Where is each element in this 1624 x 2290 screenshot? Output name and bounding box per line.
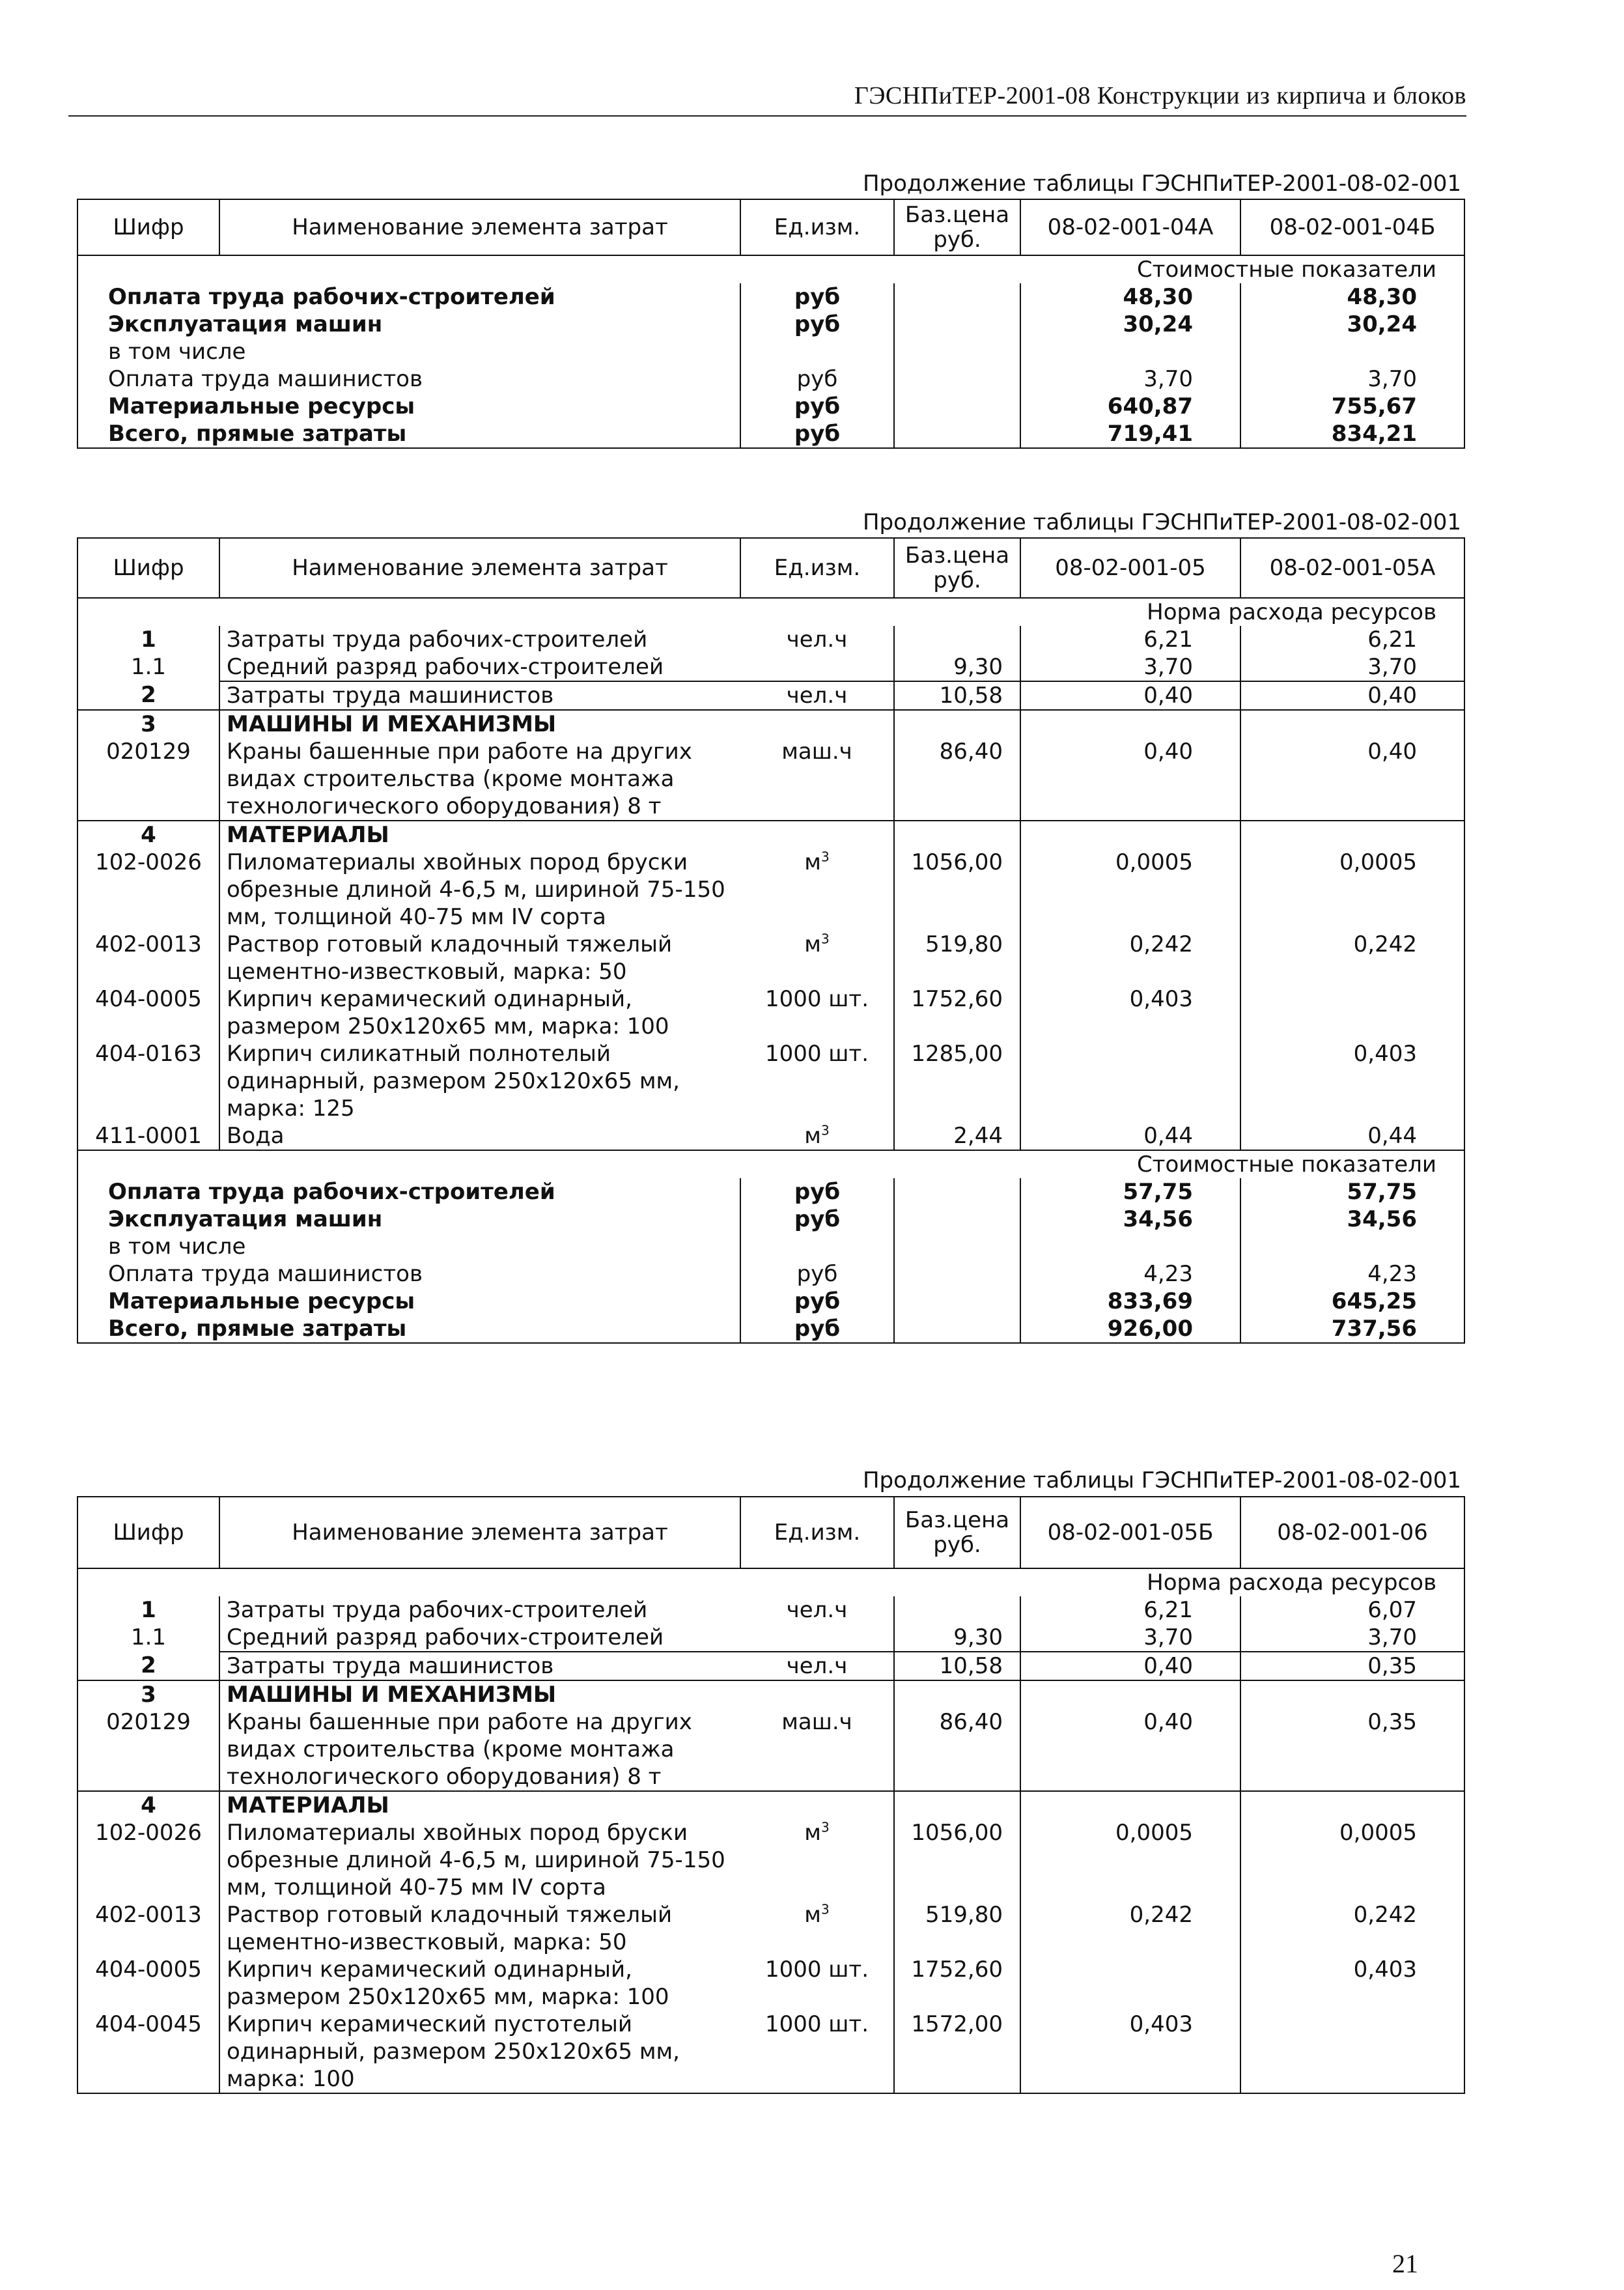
resource-name-cell: Затраты труда машинистов xyxy=(219,681,740,710)
resource-value-a-cell: 0,40 xyxy=(1020,1652,1240,1680)
resource-unit-cell xyxy=(740,1791,894,1819)
resource-value-b-cell: 0,403 xyxy=(1240,1956,1464,2011)
resource-row xyxy=(77,849,1464,931)
cost-unit-cell: руб xyxy=(740,1288,894,1315)
resource-value-a-cell xyxy=(1020,1956,1240,2011)
resource-price-cell: 519,80 xyxy=(894,1901,1020,1956)
resource-value-b-cell: 0,0005 xyxy=(1240,849,1464,931)
cost-row xyxy=(77,338,1464,365)
page-header-title: ГЭСНПиТЕР-2001-08 Конструкции из кирпича и блоков xyxy=(854,82,1466,109)
cost-row xyxy=(77,1206,1464,1233)
resource-value-a-cell: 3,70 xyxy=(1020,1624,1240,1652)
cost-price-cell xyxy=(894,311,1020,338)
resource-value-a-cell: 0,403 xyxy=(1020,985,1240,1040)
table1 xyxy=(77,199,1465,449)
section-row xyxy=(77,1568,1464,1596)
cost-value-b-cell: 4,23 xyxy=(1240,1260,1464,1288)
col-code-header: Шифр xyxy=(77,538,219,598)
resource-row xyxy=(77,2011,1464,2093)
resource-price-cell: 2,44 xyxy=(894,1122,1020,1150)
cost-unit-cell: руб xyxy=(740,365,894,393)
cost-value-a-cell xyxy=(1020,1233,1240,1260)
col-price-header: Баз.цена руб. xyxy=(894,1497,1020,1568)
resource-code-cell: 3 xyxy=(77,1680,219,1708)
resource-name-cell: Вода xyxy=(219,1122,740,1150)
cost-row xyxy=(77,1315,1464,1343)
resource-price-cell: 1056,00 xyxy=(894,1819,1020,1901)
resource-price-cell: 10,58 xyxy=(894,1652,1020,1680)
resource-name-cell: Затраты труда рабочих-строителей xyxy=(219,1596,740,1624)
cost-name-cell: Оплата труда машинистов xyxy=(77,365,740,393)
resource-row xyxy=(77,1680,1464,1708)
resource-row xyxy=(77,738,1464,821)
section-row xyxy=(77,255,1464,283)
section-label: Стоимостные показатели xyxy=(77,1150,1464,1178)
cost-value-a-cell xyxy=(1020,338,1240,365)
cost-unit-cell: руб xyxy=(740,1260,894,1288)
cost-name-cell: Оплата труда рабочих-строителей xyxy=(77,1178,740,1206)
resource-price-cell: 9,30 xyxy=(894,1624,1020,1652)
resource-unit-cell xyxy=(740,931,894,985)
resource-name-cell: Кирпич керамический пустотелый одинарный, размером 250х120х65 мм, марка: 100 xyxy=(219,2011,740,2093)
resource-name-cell: Кирпич керамический одинарный, размером 250х120х65 мм, марка: 100 xyxy=(219,985,740,1040)
col-unit-header: Ед.изм. xyxy=(740,199,894,255)
table1-body xyxy=(77,255,1464,448)
cost-name-cell: Оплата труда рабочих-строителей xyxy=(77,283,740,311)
unit-text: м xyxy=(804,931,821,957)
resource-code-cell: 1.1 xyxy=(77,653,219,681)
cost-value-a-cell: 57,75 xyxy=(1020,1178,1240,1206)
resource-code-cell: 1 xyxy=(77,626,219,653)
cost-value-b-cell: 737,56 xyxy=(1240,1315,1464,1343)
unit-text: м xyxy=(804,1123,821,1149)
resource-unit-cell xyxy=(740,849,894,931)
cubic-superscript: 3 xyxy=(820,931,830,947)
resource-value-b-cell xyxy=(1240,985,1464,1040)
resource-unit-cell: 1000 шт. xyxy=(764,1041,869,1067)
resource-price-cell xyxy=(894,710,1020,738)
resource-unit-cell: 1000 шт. xyxy=(764,986,869,1012)
col-b-header: 08-02-001-06 xyxy=(1240,1497,1464,1568)
resource-value-a-cell xyxy=(1020,1791,1240,1819)
col-name-header: Наименование элемента затрат xyxy=(219,1497,740,1568)
resource-price-cell xyxy=(894,1596,1020,1624)
resource-value-a-cell: 0,44 xyxy=(1020,1122,1240,1150)
cost-name-cell: Эксплуатация машин xyxy=(77,1206,740,1233)
resource-value-b-cell xyxy=(1240,710,1464,738)
resource-value-a-cell xyxy=(1020,710,1240,738)
resource-unit-cell: чел.ч xyxy=(740,1652,894,1680)
cubic-superscript: 3 xyxy=(820,1901,830,1917)
unit-text: м xyxy=(804,1820,821,1846)
resource-row xyxy=(77,1956,1464,2011)
resource-row xyxy=(77,1819,1464,1901)
resource-price-cell: 1056,00 xyxy=(894,849,1020,931)
resource-price-cell: 1752,60 xyxy=(894,1956,1020,2011)
cost-value-a-cell: 833,69 xyxy=(1020,1288,1240,1315)
resource-code-cell: 2 xyxy=(77,1652,219,1680)
page-header xyxy=(68,81,1466,117)
cost-value-b-cell xyxy=(1240,338,1464,365)
table2-header-row xyxy=(77,538,1464,598)
resource-code-cell: 2 xyxy=(77,681,219,710)
cost-name-cell: Всего, прямые затраты xyxy=(77,420,740,448)
cubic-superscript: 3 xyxy=(820,1122,830,1138)
col-a-header: 08-02-001-05Б xyxy=(1020,1497,1240,1568)
table2-caption: Продолжение таблицы ГЭСНПиТЕР-2001-08-02-001 xyxy=(862,509,1461,535)
col-code-header: Шифр xyxy=(77,1497,219,1568)
resource-value-b-cell: 0,403 xyxy=(1240,1040,1464,1122)
col-price-header: Баз.цена руб. xyxy=(894,538,1020,598)
resource-name-cell: Средний разряд рабочих-строителей xyxy=(219,1624,740,1652)
cost-value-b-cell: 34,56 xyxy=(1240,1206,1464,1233)
resource-price-cell xyxy=(894,1680,1020,1708)
resource-name-cell: Кирпич керамический одинарный, размером 250х120х65 мм, марка: 100 xyxy=(219,1956,740,2011)
resource-row xyxy=(77,653,1464,681)
cost-row xyxy=(77,420,1464,448)
col-code-header: Шифр xyxy=(77,199,219,255)
cost-row xyxy=(77,1178,1464,1206)
resource-value-b-cell: 3,70 xyxy=(1240,653,1464,681)
resource-value-a-cell: 0,40 xyxy=(1020,1708,1240,1791)
cost-price-cell xyxy=(894,1260,1020,1288)
resource-unit-cell: маш.ч xyxy=(781,1709,852,1735)
section-label: Стоимостные показатели xyxy=(77,255,1464,283)
cost-row xyxy=(77,1233,1464,1260)
resource-code-cell: 404-0163 xyxy=(77,1040,219,1122)
table2-body xyxy=(77,598,1464,1343)
resource-code-cell: 402-0013 xyxy=(77,1901,219,1956)
resource-name-cell: Раствор готовый кладочный тяжелый цементно-известковый, марка: 50 xyxy=(219,1901,740,1956)
resource-code-cell: 404-0005 xyxy=(77,1956,219,2011)
cost-value-b-cell: 645,25 xyxy=(1240,1288,1464,1315)
resource-value-a-cell: 0,242 xyxy=(1020,1901,1240,1956)
resource-unit-cell xyxy=(740,1624,894,1652)
table3-body xyxy=(77,1568,1464,2093)
resource-row xyxy=(77,1040,1464,1122)
resource-code-cell: 102-0026 xyxy=(77,849,219,931)
resource-row xyxy=(77,1708,1464,1791)
resource-code-cell: 404-0045 xyxy=(77,2011,219,2093)
resource-unit-cell xyxy=(740,653,894,681)
resource-row xyxy=(77,1791,1464,1819)
page-number: 21 xyxy=(1392,2249,1418,2278)
resource-row xyxy=(77,821,1464,849)
cubic-superscript: 3 xyxy=(820,1819,830,1835)
resource-row xyxy=(77,1901,1464,1956)
table1-caption: Продолжение таблицы ГЭСНПиТЕР-2001-08-02-001 xyxy=(862,171,1461,197)
cost-price-cell xyxy=(894,1206,1020,1233)
resource-price-cell: 1572,00 xyxy=(894,2011,1020,2093)
resource-row xyxy=(77,985,1464,1040)
resource-name-cell: Кирпич силикатный полнотелый одинарный, размером 250х120х65 мм, марка: 125 xyxy=(219,1040,740,1122)
resource-value-a-cell: 6,21 xyxy=(1020,1596,1240,1624)
resource-name-cell: Затраты труда рабочих-строителей xyxy=(219,626,740,653)
resource-price-cell xyxy=(894,626,1020,653)
table2 xyxy=(77,537,1465,1344)
resource-value-b-cell xyxy=(1240,2011,1464,2093)
cost-name-cell: Эксплуатация машин xyxy=(77,311,740,338)
cost-price-cell xyxy=(894,1315,1020,1343)
cost-name-cell: в том числе xyxy=(77,338,740,365)
cost-row xyxy=(77,365,1464,393)
resource-name-cell: Раствор готовый кладочный тяжелый цементно-известковый, марка: 50 xyxy=(219,931,740,985)
cost-value-b-cell: 834,21 xyxy=(1240,420,1464,448)
resource-value-a-cell: 3,70 xyxy=(1020,653,1240,681)
table3-header-row xyxy=(77,1497,1464,1568)
resource-code-cell: 020129 xyxy=(77,738,219,821)
table1-header-row xyxy=(77,199,1464,255)
resource-price-cell: 519,80 xyxy=(894,931,1020,985)
resource-code-cell: 411-0001 xyxy=(77,1122,219,1150)
resource-value-a-cell: 0,403 xyxy=(1020,2011,1240,2093)
table3 xyxy=(77,1496,1465,2094)
resource-code-cell: 4 xyxy=(77,1791,219,1819)
section-label: Норма расхода ресурсов xyxy=(77,598,1464,626)
resource-value-b-cell xyxy=(1240,1680,1464,1708)
cost-value-b-cell: 57,75 xyxy=(1240,1178,1464,1206)
cost-unit-cell xyxy=(740,1233,894,1260)
resource-value-b-cell: 3,70 xyxy=(1240,1624,1464,1652)
resource-name-cell: Пиломатериалы хвойных пород бруски обрезные длиной 4-6,5 м, шириной 75-150 мм, толщиной 40-75 мм IV сорта xyxy=(219,1819,740,1901)
resource-value-a-cell xyxy=(1020,821,1240,849)
resource-code-cell: 404-0005 xyxy=(77,985,219,1040)
resource-value-b-cell xyxy=(1240,1791,1464,1819)
resource-unit-cell xyxy=(740,1901,894,1956)
resource-value-a-cell: 0,40 xyxy=(1020,738,1240,821)
resource-value-a-cell: 0,0005 xyxy=(1020,1819,1240,1901)
cost-value-a-cell: 640,87 xyxy=(1020,393,1240,420)
cost-unit-cell: руб xyxy=(740,393,894,420)
cost-value-b-cell: 30,24 xyxy=(1240,311,1464,338)
cost-value-a-cell: 48,30 xyxy=(1020,283,1240,311)
col-b-header: 08-02-001-04Б xyxy=(1240,199,1464,255)
resource-unit-cell: 1000 шт. xyxy=(740,2011,894,2093)
cost-row xyxy=(77,393,1464,420)
cost-value-a-cell: 4,23 xyxy=(1020,1260,1240,1288)
cost-name-cell: Материальные ресурсы xyxy=(77,1288,740,1315)
resource-price-cell: 1285,00 xyxy=(894,1040,1020,1122)
section-row xyxy=(77,1150,1464,1178)
cubic-superscript: 3 xyxy=(820,849,830,865)
resource-unit-cell xyxy=(740,1819,894,1901)
cost-value-a-cell: 34,56 xyxy=(1020,1206,1240,1233)
col-a-header: 08-02-001-05 xyxy=(1020,538,1240,598)
resource-value-b-cell: 0,35 xyxy=(1240,1708,1464,1791)
cost-value-a-cell: 719,41 xyxy=(1020,420,1240,448)
unit-text: м xyxy=(804,849,821,875)
cost-price-cell xyxy=(894,393,1020,420)
resource-unit-cell: чел.ч xyxy=(786,627,848,653)
cost-value-b-cell xyxy=(1240,1233,1464,1260)
table3-caption: Продолжение таблицы ГЭСНПиТЕР-2001-08-02-001 xyxy=(862,1467,1461,1493)
cost-price-cell xyxy=(894,420,1020,448)
resource-value-b-cell: 0,0005 xyxy=(1240,1819,1464,1901)
resource-name-cell: МАШИНЫ И МЕХАНИЗМЫ xyxy=(219,1680,740,1708)
resource-unit-cell xyxy=(740,1122,894,1150)
unit-text: м xyxy=(804,1902,821,1928)
cost-name-cell: в том числе xyxy=(77,1233,740,1260)
cost-value-b-cell: 755,67 xyxy=(1240,393,1464,420)
resource-value-b-cell: 0,242 xyxy=(1240,1901,1464,1956)
resource-value-b-cell: 0,40 xyxy=(1240,738,1464,821)
resource-code-cell: 4 xyxy=(77,821,219,849)
cost-value-a-cell: 926,00 xyxy=(1020,1315,1240,1343)
cost-row xyxy=(77,1260,1464,1288)
resource-code-cell: 1 xyxy=(77,1596,219,1624)
resource-row xyxy=(77,1652,1464,1680)
resource-row xyxy=(77,681,1464,710)
cost-name-cell: Всего, прямые затраты xyxy=(77,1315,740,1343)
cost-value-b-cell: 48,30 xyxy=(1240,283,1464,311)
resource-row xyxy=(77,931,1464,985)
resource-price-cell: 9,30 xyxy=(894,653,1020,681)
cost-row xyxy=(77,1288,1464,1315)
resource-value-a-cell xyxy=(1020,1040,1240,1122)
resource-row xyxy=(77,710,1464,738)
cost-row xyxy=(77,283,1464,311)
resource-name-cell: Краны башенные при работе на других видах строительства (кроме монтажа технологического оборудования) 8 т xyxy=(219,738,740,821)
resource-unit-cell: маш.ч xyxy=(781,739,852,765)
cost-price-cell xyxy=(894,338,1020,365)
resource-name-cell: Затраты труда машинистов xyxy=(219,1652,740,1680)
resource-value-b-cell: 6,07 xyxy=(1240,1596,1464,1624)
resource-code-cell: 402-0013 xyxy=(77,931,219,985)
resource-unit-cell xyxy=(740,710,894,738)
resource-row xyxy=(77,1122,1464,1150)
cost-unit-cell: руб xyxy=(740,420,894,448)
resource-unit-cell xyxy=(740,1680,894,1708)
col-a-header: 08-02-001-04А xyxy=(1020,199,1240,255)
col-unit-header: Ед.изм. xyxy=(740,1497,894,1568)
resource-price-cell: 86,40 xyxy=(894,738,1020,821)
resource-unit-cell xyxy=(740,821,894,849)
cost-unit-cell: руб xyxy=(740,1178,894,1206)
resource-code-cell: 020129 xyxy=(77,1708,219,1791)
resource-value-b-cell: 0,44 xyxy=(1240,1122,1464,1150)
resource-price-cell: 86,40 xyxy=(894,1708,1020,1791)
resource-price-cell xyxy=(894,1791,1020,1819)
resource-code-cell: 102-0026 xyxy=(77,1819,219,1901)
section-label: Норма расхода ресурсов xyxy=(77,1568,1464,1596)
cost-unit-cell xyxy=(740,338,894,365)
cost-unit-cell: руб xyxy=(740,311,894,338)
resource-name-cell: МАТЕРИАЛЫ xyxy=(219,1791,740,1819)
cost-value-a-cell: 3,70 xyxy=(1020,365,1240,393)
cost-name-cell: Оплата труда машинистов xyxy=(77,1260,740,1288)
resource-code-cell: 1.1 xyxy=(77,1624,219,1652)
resource-value-b-cell xyxy=(1240,821,1464,849)
col-b-header: 08-02-001-05А xyxy=(1240,538,1464,598)
resource-row xyxy=(77,1624,1464,1652)
cost-name-cell: Материальные ресурсы xyxy=(77,393,740,420)
cost-unit-cell: руб xyxy=(740,283,894,311)
cost-price-cell xyxy=(894,365,1020,393)
resource-value-a-cell: 0,0005 xyxy=(1020,849,1240,931)
cost-price-cell xyxy=(894,1178,1020,1206)
resource-name-cell: Средний разряд рабочих-строителей xyxy=(219,653,740,681)
cost-value-a-cell: 30,24 xyxy=(1020,311,1240,338)
resource-value-a-cell xyxy=(1020,1680,1240,1708)
col-name-header: Наименование элемента затрат xyxy=(219,538,740,598)
cost-price-cell xyxy=(894,1233,1020,1260)
resource-row xyxy=(77,1596,1464,1624)
resource-row xyxy=(77,626,1464,653)
resource-value-a-cell: 0,242 xyxy=(1020,931,1240,985)
cost-price-cell xyxy=(894,1288,1020,1315)
cost-unit-cell: руб xyxy=(740,1315,894,1343)
col-unit-header: Ед.изм. xyxy=(740,538,894,598)
section-row xyxy=(77,598,1464,626)
resource-value-b-cell: 6,21 xyxy=(1240,626,1464,653)
resource-price-cell: 1752,60 xyxy=(894,985,1020,1040)
resource-value-b-cell: 0,40 xyxy=(1240,681,1464,710)
resource-unit-cell: 1000 шт. xyxy=(764,1957,869,1983)
resource-value-b-cell: 0,242 xyxy=(1240,931,1464,985)
resource-code-cell: 3 xyxy=(77,710,219,738)
resource-unit-cell: чел.ч xyxy=(740,681,894,710)
cost-price-cell xyxy=(894,283,1020,311)
resource-name-cell: Пиломатериалы хвойных пород бруски обрезные длиной 4-6,5 м, шириной 75-150 мм, толщиной 40-75 мм IV сорта xyxy=(219,849,740,931)
resource-name-cell: МАШИНЫ И МЕХАНИЗМЫ xyxy=(219,710,740,738)
col-name-header: Наименование элемента затрат xyxy=(219,199,740,255)
resource-unit-cell: чел.ч xyxy=(786,1597,848,1623)
resource-value-a-cell: 0,40 xyxy=(1020,681,1240,710)
cost-row xyxy=(77,311,1464,338)
resource-name-cell: МАТЕРИАЛЫ xyxy=(219,821,740,849)
resource-price-cell: 10,58 xyxy=(894,681,1020,710)
cost-value-b-cell: 3,70 xyxy=(1240,365,1464,393)
col-price-header: Баз.цена руб. xyxy=(894,199,1020,255)
resource-value-b-cell: 0,35 xyxy=(1240,1652,1464,1680)
resource-price-cell xyxy=(894,821,1020,849)
resource-value-a-cell: 6,21 xyxy=(1020,626,1240,653)
cost-unit-cell: руб xyxy=(740,1206,894,1233)
resource-name-cell: Краны башенные при работе на других видах строительства (кроме монтажа технологического оборудования) 8 т xyxy=(219,1708,740,1791)
